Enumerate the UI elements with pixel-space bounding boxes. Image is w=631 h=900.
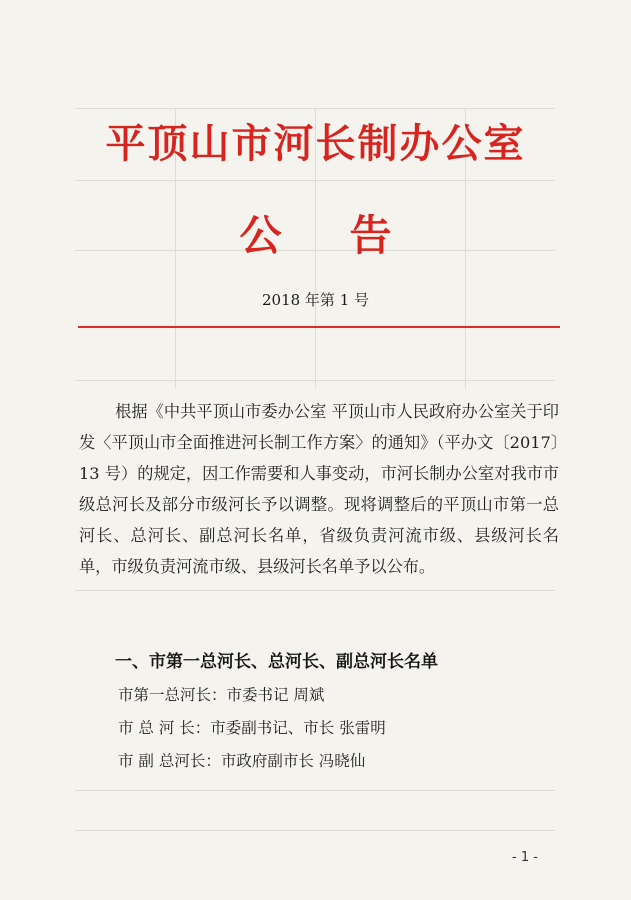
document-number: 2018 年第 1 号 — [261, 291, 370, 309]
red-separator-line — [78, 326, 560, 328]
page-number: - 1 - — [512, 850, 538, 865]
bleed-through-table-line — [75, 590, 555, 591]
list-item-first-chief: 市第一总河长：市委书记 周斌 — [118, 686, 325, 704]
list-item-deputy-chief: 市 副 总河长：市政府副市长 冯晓仙 — [118, 752, 366, 770]
bleed-through-table-line — [75, 790, 555, 791]
notice-title: 公告 — [239, 211, 460, 260]
bleed-through-table-line — [75, 830, 555, 831]
body-paragraph-text: 根据《中共平顶山市委办公室 平顶山市人民政府办公室关于印发〈平顶山市全面推进河长制工作方案〉的通知》（平办文〔2017〕13 号）的规定，因工作需要和人事变动，市河长制办公室对我市市级总河长及部分市级河长予以调整。现将调整后的平顶山市第一总河长、总河长、副总河长名单，省级负责河流市级、县级河长名单，市级负责河流市级、县级河长名单予以公布。 — [79, 402, 559, 576]
issuing-office-title: 平顶山市河长制办公室 — [105, 120, 526, 167]
body-paragraph — [79, 396, 559, 582]
list-item-chief: 市 总 河 长：市委副书记、市长 张雷明 — [118, 719, 386, 737]
section-heading: 一、市第一总河长、总河长、副总河长名单 — [115, 652, 438, 672]
